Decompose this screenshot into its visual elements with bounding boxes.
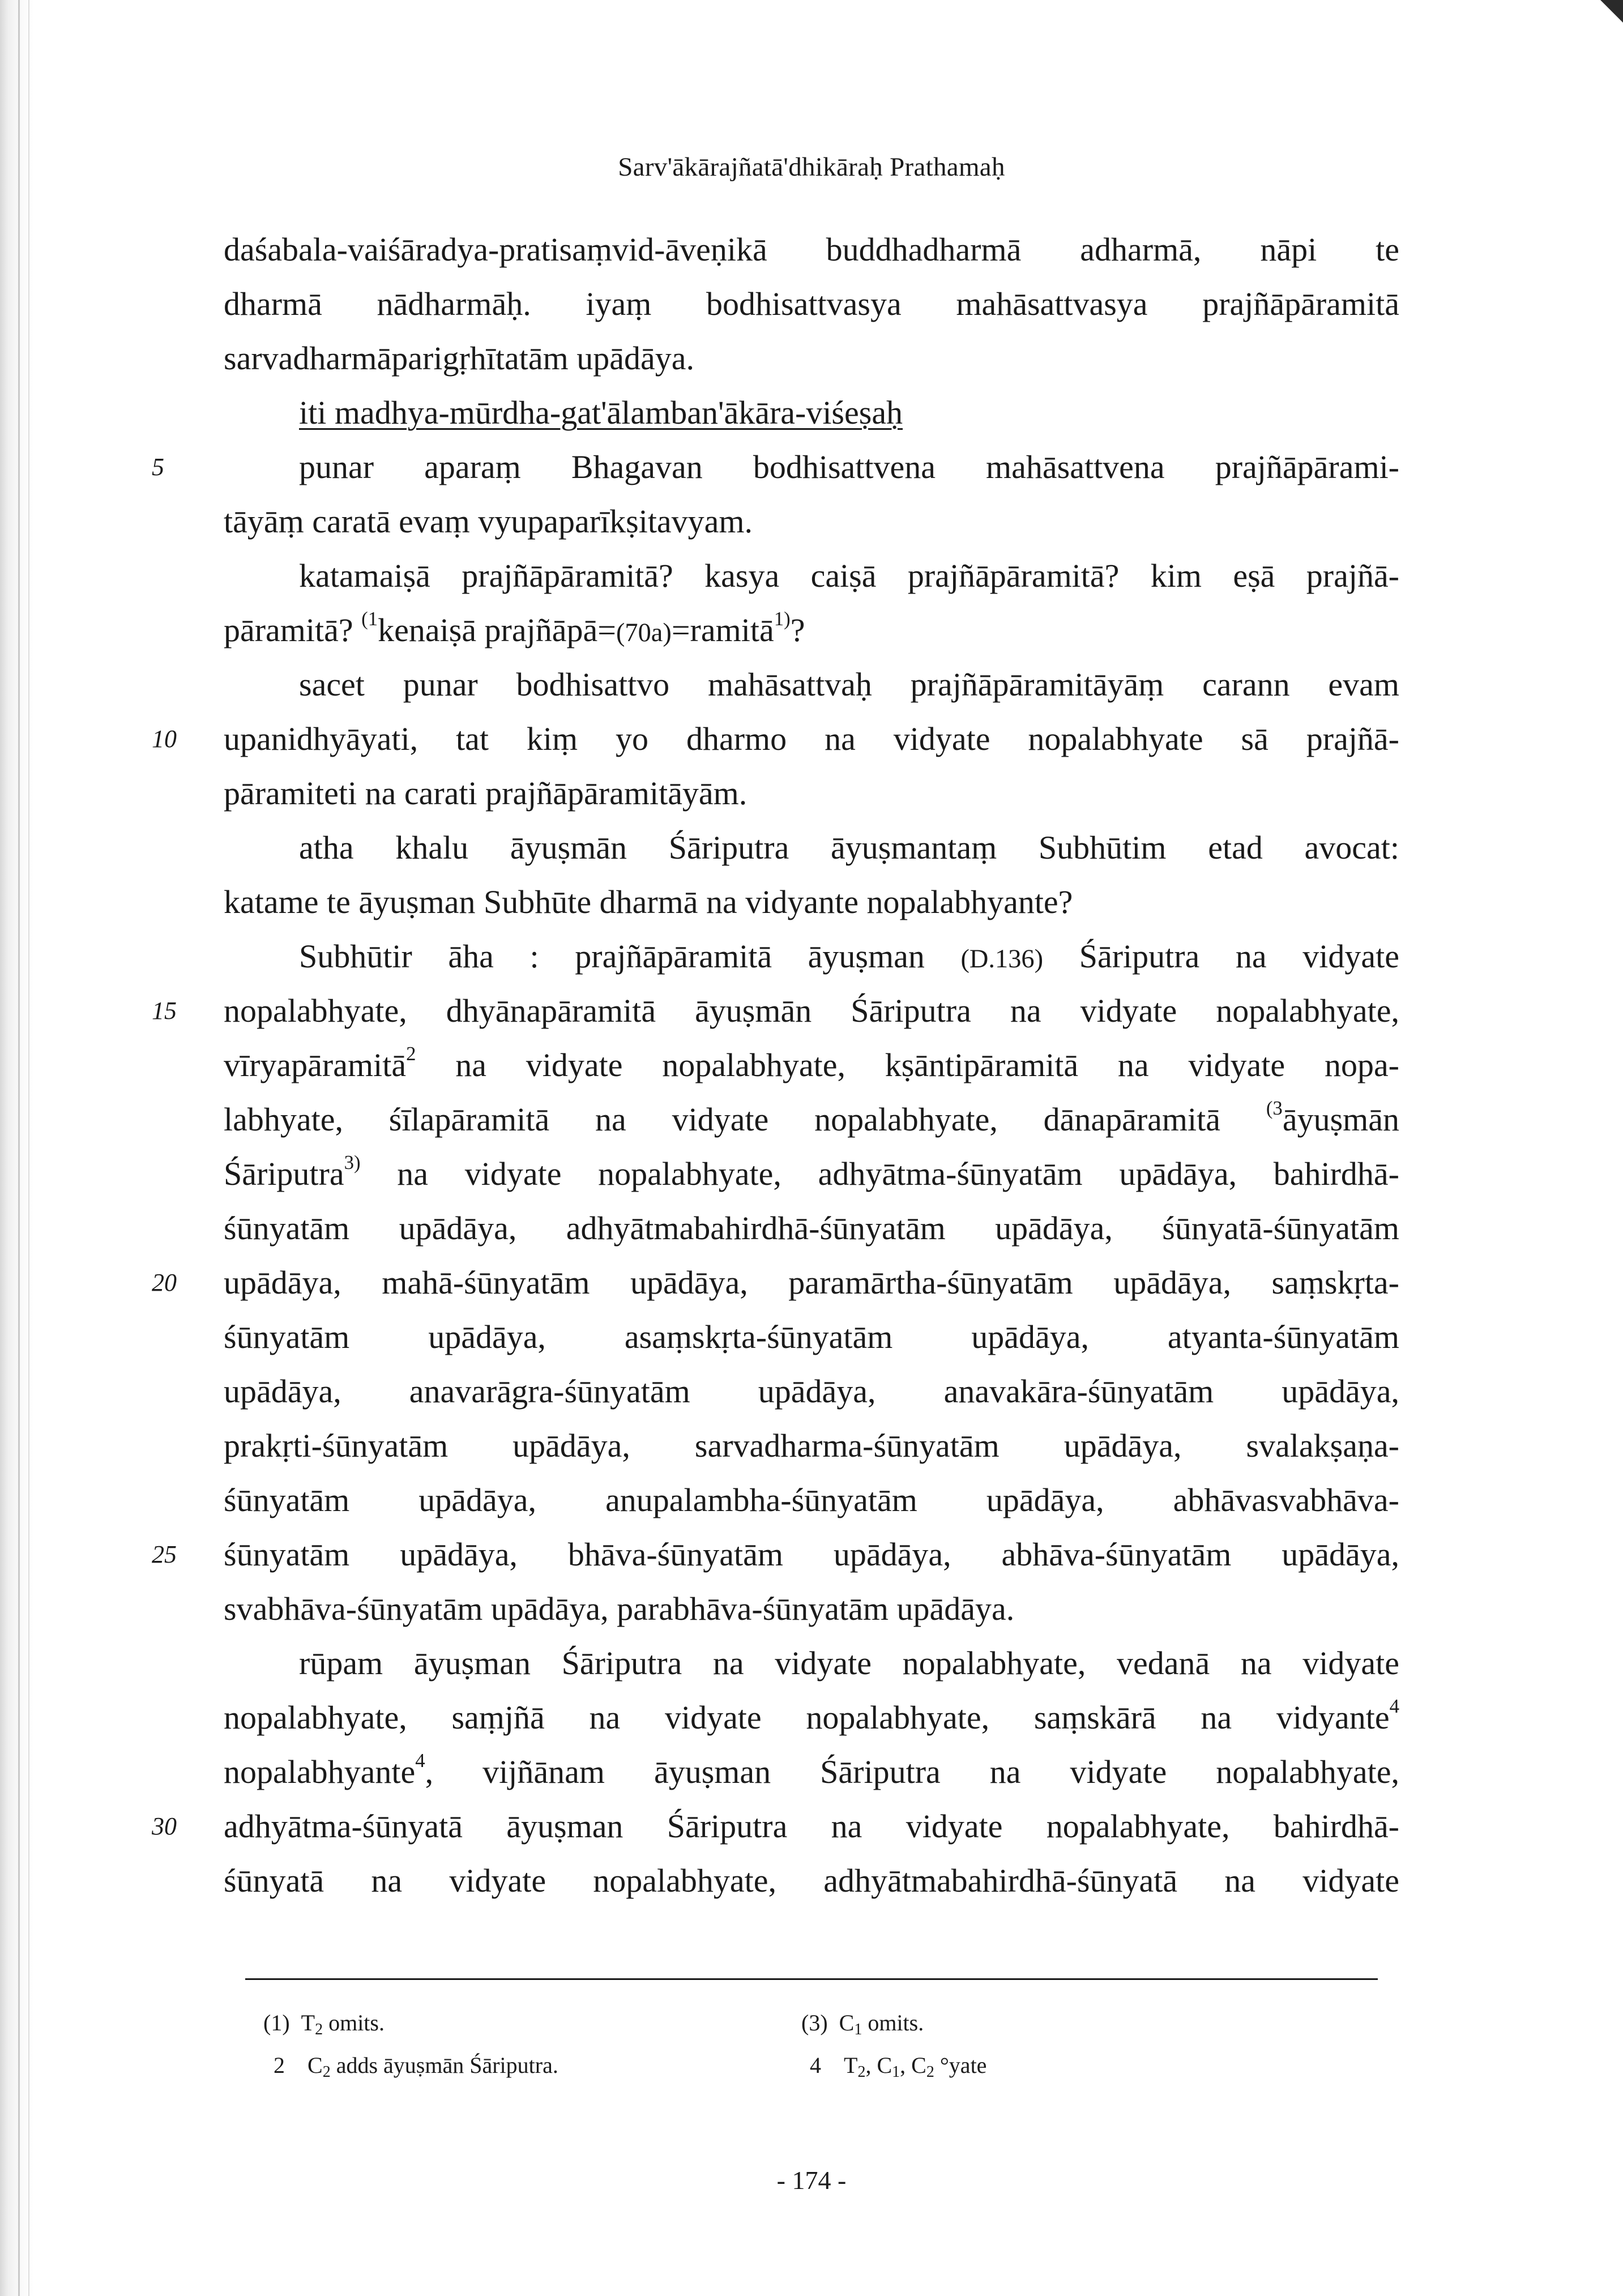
- footnote-text: T: [844, 2052, 858, 2078]
- text-line: atha khalu āyuṣmān Śāriputra āyuṣmantaṃ Subhūtim etad avocat:: [299, 829, 1399, 866]
- footnote-text: C: [307, 2052, 323, 2078]
- footnote: [274, 2051, 558, 2080]
- footnote-text: , C: [865, 2052, 892, 2078]
- scan-artifact-line: [28, 0, 29, 2296]
- line-number: 20: [152, 1269, 177, 1296]
- text-line: upanidhyāyati, tat kiṃ yo dharmo na vidyate nopalabhyate sā prajñā-: [224, 720, 1399, 757]
- footnote-text: T: [301, 2010, 315, 2035]
- text-line: katame te āyuṣman Subhūte dharmā na vidyante nopalabhyante?: [224, 884, 1073, 920]
- footnote: [801, 2009, 924, 2037]
- text-line: pāramiteti na carati prajñāpāramitāyām.: [224, 775, 748, 812]
- text-line: prakṛti-śūnyatām upādāya, sarvadharma-śūnyatām upādāya, svalakṣaṇa-: [224, 1427, 1399, 1464]
- footnote-marker: 4: [415, 1749, 425, 1772]
- text-line: śūnyatām upādāya, anupalambha-śūnyatām upādāya, abhāvasvabhāva-: [224, 1482, 1399, 1518]
- text-segment: Śāriputra: [224, 1155, 344, 1192]
- text-line: dharmā nādharmāḥ. iyaṃ bodhisattvasya mahāsattvasya prajñāpāramitā: [224, 285, 1399, 322]
- line-number: 10: [152, 725, 177, 753]
- footnote-subscript: 1: [854, 2021, 862, 2038]
- footnote-subscript: 2: [926, 2063, 934, 2081]
- footnote-marker: 4: [1389, 1695, 1399, 1718]
- footnote-text: C: [839, 2010, 855, 2035]
- scan-corner-mark: [1600, 0, 1623, 23]
- text-segment: pāramitā?: [224, 612, 362, 648]
- text-line: sarvadharmāparigṛhītatām upādāya.: [224, 340, 694, 377]
- text-segment: =ramitā: [671, 612, 774, 648]
- footnote: [810, 2051, 986, 2080]
- footnote-marker: (3: [1266, 1097, 1283, 1120]
- text-line: tāyāṃ caratā evaṃ vyupaparīkṣitavyam.: [224, 503, 753, 540]
- line-number: 5: [152, 453, 164, 481]
- text-segment: na vidyate nopalabhyate, kṣāntipāramitā na vidyate nopa-: [416, 1047, 1399, 1083]
- footnote-marker: 2: [406, 1043, 416, 1065]
- text-line: [224, 1749, 1399, 1792]
- text-line: daśabala-vaiśāradya-pratisaṃvid-āveṇikā buddhadharmā adharmā, nāpi te: [224, 231, 1399, 268]
- text-segment: vīryapāramitā: [224, 1047, 407, 1083]
- footnote-text: °yate: [934, 2052, 987, 2078]
- footnote-text: , C: [900, 2052, 926, 2078]
- section-heading: iti madhya-mūrdha-gat'ālamban'ākāra-viśeṣaḥ: [299, 394, 903, 431]
- text-segment: āyuṣmān: [1282, 1101, 1399, 1138]
- footnote-marker: 3): [344, 1151, 361, 1174]
- text-segment: labhyate, śīlapāramitā na vidyate nopalabhyate, dānapāramitā: [224, 1101, 1266, 1138]
- text-line: śūnyatām upādāya, bhāva-śūnyatām upādāya, abhāva-śūnyatām upādāya,: [224, 1536, 1399, 1573]
- text-segment: nopalabhyante: [224, 1753, 416, 1790]
- footnote-subscript: 1: [892, 2063, 900, 2081]
- text-line: [224, 1045, 1399, 1085]
- footnote: [263, 2009, 385, 2037]
- footnote-marker: 1): [774, 608, 791, 630]
- text-line: [224, 1097, 1399, 1140]
- page-number: - 174 -: [776, 2166, 847, 2195]
- footnote-number: 4: [810, 2052, 821, 2078]
- text-segment: ?: [790, 612, 805, 648]
- running-head: Sarv'ākārajñatā'dhikāraḥ Prathamaḥ: [618, 152, 1005, 182]
- text-line: [299, 937, 1399, 979]
- folio-reference: (70a): [616, 618, 672, 647]
- text-line: [224, 608, 1399, 653]
- footnote-rule: [245, 1978, 1378, 1980]
- text-segment: Śāriputra na vidyate: [1043, 938, 1399, 975]
- text-line: sacet punar bodhisattvo mahāsattvaḥ prajñāpāramitāyāṃ carann evam: [299, 666, 1399, 703]
- footnote-text: omits.: [323, 2010, 385, 2035]
- text-segment: na vidyate nopalabhyate, adhyātma-śūnyatām upādāya, bahirdhā-: [360, 1155, 1399, 1192]
- footnote-number: (1): [263, 2010, 290, 2035]
- footnote-subscript: 2: [857, 2063, 866, 2081]
- line-number: 30: [152, 1812, 177, 1840]
- footnote-number: 2: [274, 2052, 285, 2078]
- line-number: 15: [152, 997, 177, 1025]
- text-segment: kenaiṣā prajñāpā=: [378, 612, 616, 648]
- text-segment: Subhūtir āha : prajñāpāramitā āyuṣman: [299, 938, 961, 975]
- footnote-subscript: 2: [322, 2063, 331, 2081]
- line-number: 25: [152, 1540, 177, 1568]
- footnote-number: (3): [801, 2010, 828, 2035]
- text-line: punar aparaṃ Bhagavan bodhisattvena mahāsattvena prajñāpārami-: [299, 449, 1399, 485]
- text-segment: , vijñānam āyuṣman Śāriputra na vidyate nopalabhyate,: [425, 1753, 1399, 1790]
- text-line: upādāya, anavarāgra-śūnyatām upādāya, anavakāra-śūnyatām upādāya,: [224, 1373, 1399, 1410]
- text-segment: nopalabhyate, saṃjñā na vidyate nopalabhyate, saṃskārā na vidyante: [224, 1699, 1390, 1736]
- text-line: adhyātma-śūnyatā āyuṣman Śāriputra na vidyate nopalabhyate, bahirdhā-: [224, 1808, 1399, 1845]
- text-line: [224, 1695, 1399, 1738]
- text-line: rūpam āyuṣman Śāriputra na vidyate nopalabhyate, vedanā na vidyate: [299, 1645, 1399, 1682]
- text-line: śūnyatā na vidyate nopalabhyate, adhyātmabahirdhā-śūnyatā na vidyate: [224, 1862, 1399, 1899]
- footnote-text: omits.: [862, 2010, 924, 2035]
- folio-reference: (D.136): [960, 945, 1044, 974]
- scan-artifact-line: [18, 0, 20, 2296]
- footnote-marker: (1: [361, 608, 378, 630]
- footnote-subscript: 2: [315, 2021, 323, 2038]
- text-line: śūnyatām upādāya, adhyātmabahirdhā-śūnyatām upādāya, śūnyatā-śūnyatām: [224, 1210, 1399, 1247]
- footnote-text: adds āyuṣmān Śāriputra.: [330, 2052, 558, 2078]
- text-line: [224, 1151, 1399, 1194]
- text-line: upādāya, mahā-śūnyatām upādāya, paramārtha-śūnyatām upādāya, saṃskṛta-: [224, 1264, 1399, 1301]
- text-line: nopalabhyate, dhyānapāramitā āyuṣmān Śāriputra na vidyate nopalabhyate,: [224, 992, 1399, 1029]
- text-line: katamaiṣā prajñāpāramitā? kasya caiṣā prajñāpāramitā? kim eṣā prajñā-: [299, 557, 1399, 594]
- text-line: śūnyatām upādāya, asaṃskṛta-śūnyatām upādāya, atyanta-śūnyatām: [224, 1318, 1399, 1355]
- text-line: svabhāva-śūnyatām upādāya, parabhāva-śūnyatām upādāya.: [224, 1590, 1015, 1627]
